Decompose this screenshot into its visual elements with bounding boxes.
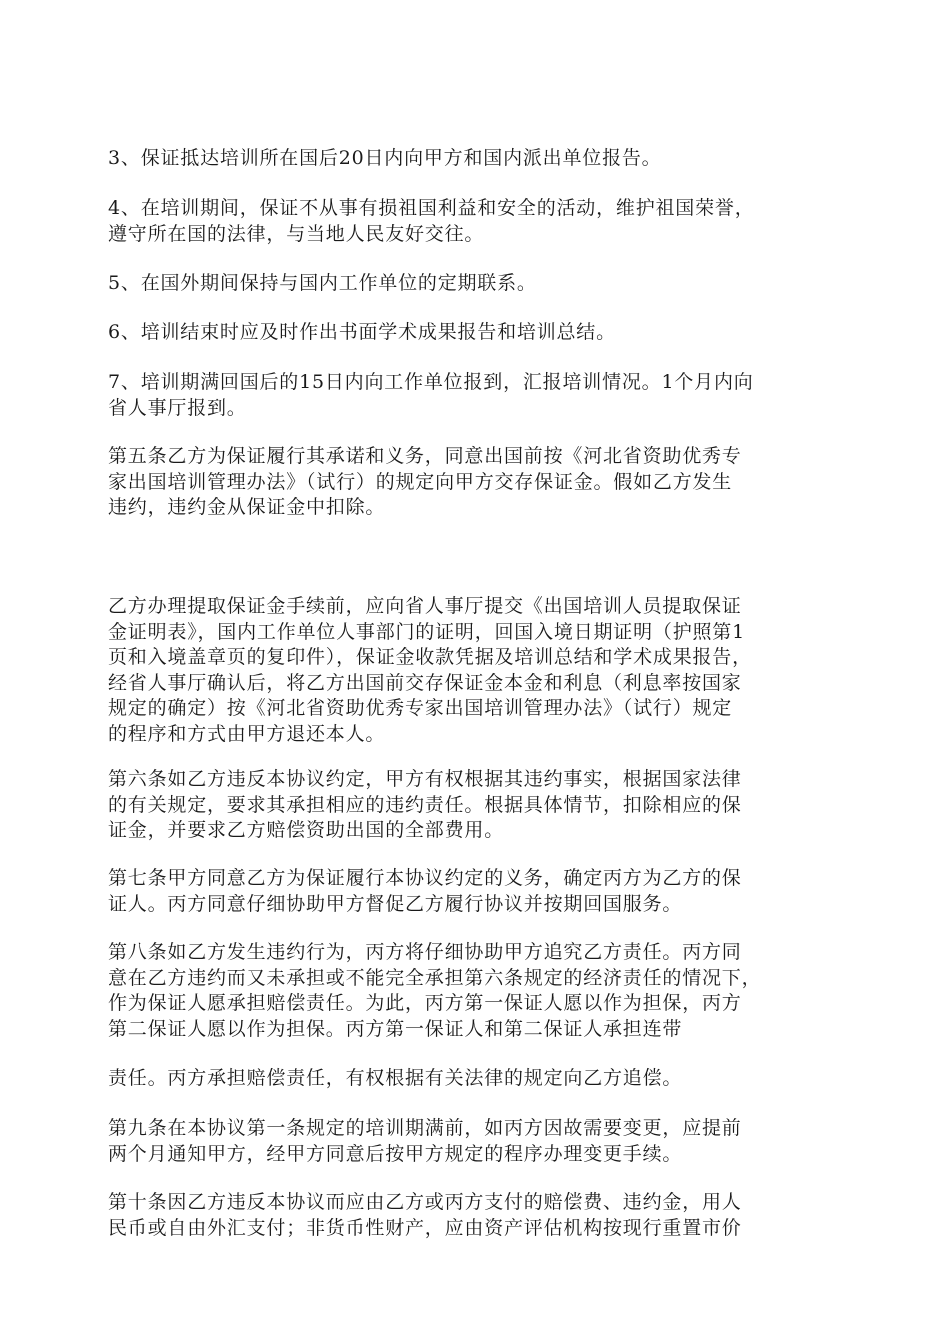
text-line: 7、培训期满回国后的15日内向工作单位报到，汇报培训情况。1个月内向 bbox=[108, 371, 754, 393]
paragraph-clause-5 bbox=[108, 271, 848, 297]
text-line: 家出国培训管理办法》（试行）的规定向甲方交存保证金。假如乙方发生 bbox=[108, 470, 733, 493]
text-line: 意在乙方违约而又未承担或不能完全承担第六条规定的经济责任的情况下， bbox=[108, 966, 762, 989]
text-line: 4、在培训期间，保证不从事有损祖国利益和安全的活动，维护祖国荣誉， bbox=[108, 197, 755, 219]
paragraph-article-7 bbox=[108, 866, 848, 917]
text-line: 经省人事厅确认后，将乙方出国前交存保证金本金和利息（利息率按国家 bbox=[108, 671, 742, 694]
text-line: 第二保证人愿以作为担保。丙方第一保证人和第二保证人承担连带 bbox=[108, 1017, 683, 1040]
paragraph-clause-6 bbox=[108, 320, 848, 346]
text-line: 省人事厅报到。 bbox=[108, 396, 247, 419]
text-line: 3、保证抵达培训所在国后20日内向甲方和国内派出单位报告。 bbox=[108, 147, 662, 169]
text-line: 5、在国外期间保持与国内工作单位的定期联系。 bbox=[108, 272, 537, 294]
text-line: 第九条在本协议第一条规定的培训期满前，如丙方因故需要变更，应提前 bbox=[108, 1117, 742, 1139]
text-line: 乙方办理提取保证金手续前，应向省人事厅提交《出国培训人员提取保证 bbox=[108, 595, 742, 617]
paragraph-article-8-continued bbox=[108, 1066, 848, 1092]
paragraph-clause-3 bbox=[108, 146, 848, 172]
text-line: 民币或自由外汇支付；非货币性财产，应由资产评估机构按现行重置市价 bbox=[108, 1216, 742, 1239]
paragraph-article-10 bbox=[108, 1190, 848, 1241]
text-line: 的程序和方式由甲方退还本人。 bbox=[108, 722, 386, 745]
text-line: 的有关规定，要求其承担相应的违约责任。根据具体情节，扣除相应的保 bbox=[108, 793, 742, 816]
text-line: 责任。丙方承担赔偿责任，有权根据有关法律的规定向乙方追偿。 bbox=[108, 1067, 683, 1089]
text-line: 违约，违约金从保证金中扣除。 bbox=[108, 496, 386, 518]
paragraph-deposit-withdrawal bbox=[108, 594, 848, 747]
text-line: 证人。丙方同意仔细协助甲方督促乙方履行协议并按期回国服务。 bbox=[108, 892, 683, 915]
paragraph-clause-4 bbox=[108, 196, 848, 247]
text-line: 页和入境盖章页的复印件），保证金收款凭据及培训总结和学术成果报告， bbox=[108, 646, 752, 668]
text-line: 第十条因乙方违反本协议而应由乙方或丙方支付的赔偿费、违约金，用人 bbox=[108, 1191, 742, 1213]
text-line: 规定的确定）按《河北省资助优秀专家出国培训管理办法》（试行）规定 bbox=[108, 697, 733, 719]
text-line: 第六条如乙方违反本协议约定，甲方有权根据其违约事实，根据国家法律 bbox=[108, 768, 742, 790]
paragraph-article-5 bbox=[108, 444, 848, 521]
text-line: 第八条如乙方发生违约行为，丙方将仔细协助甲方追究乙方责任。丙方同 bbox=[108, 941, 742, 963]
paragraph-clause-7 bbox=[108, 370, 848, 421]
text-line: 第七条甲方同意乙方为保证履行本协议约定的义务，确定丙方为乙方的保 bbox=[108, 867, 742, 889]
text-line: 作为保证人愿承担赔偿责任。为此，丙方第一保证人愿以作为担保，丙方 bbox=[108, 992, 742, 1014]
text-line: 两个月通知甲方，经甲方同意后按甲方规定的程序办理变更手续。 bbox=[108, 1142, 683, 1165]
paragraph-article-6 bbox=[108, 767, 848, 844]
text-line: 证金，并要求乙方赔偿资助出国的全部费用。 bbox=[108, 819, 505, 841]
paragraph-article-8 bbox=[108, 940, 848, 1042]
text-line: 6、培训结束时应及时作出书面学术成果报告和培训总结。 bbox=[108, 321, 616, 343]
text-line: 金证明表》，国内工作单位人事部门的证明，回国入境日期证明（护照第1 bbox=[108, 620, 745, 643]
paragraph-article-9 bbox=[108, 1116, 848, 1167]
text-line: 遵守所在国的法律，与当地人民友好交往。 bbox=[108, 222, 485, 245]
text-line: 第五条乙方为保证履行其承诺和义务，同意出国前按《河北省资助优秀专 bbox=[108, 445, 742, 467]
